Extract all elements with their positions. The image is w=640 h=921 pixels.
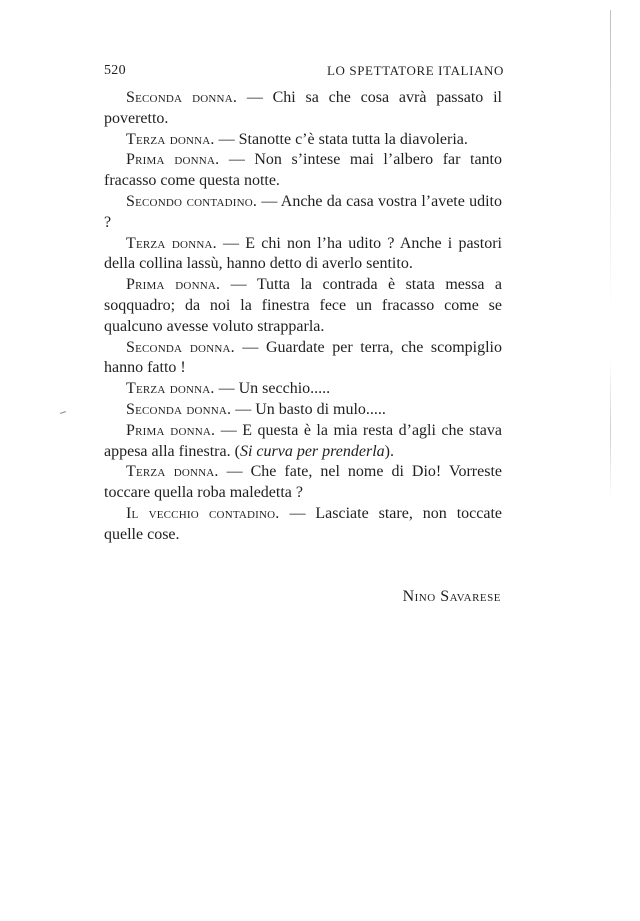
dialogue-line <box>104 88 502 130</box>
line-text: — Anche da casa vostra l’avete udito ? <box>104 192 502 231</box>
speaker-name: Secondo contadino. <box>126 192 258 210</box>
speaker-name: Prima donna. <box>126 276 221 294</box>
speaker-name: Terza donna. <box>126 380 215 398</box>
dialogue-line <box>104 130 502 151</box>
speaker-name: Il vecchio contadino. <box>126 504 280 522</box>
dialogue-line <box>104 192 502 234</box>
dialogue-line <box>104 462 502 504</box>
stage-direction: Si curva per prenderla <box>239 442 385 460</box>
dialogue-line <box>104 234 502 276</box>
line-text: — E questa è la mia resta d’agli che stava appesa alla finestra. (Si curva per prenderla). <box>104 421 502 460</box>
dialogue-line <box>104 379 502 400</box>
line-text: — Un secchio..... <box>214 380 331 398</box>
line-text: — Un basto di mulo..... <box>231 400 386 418</box>
dialogue-line <box>104 150 502 192</box>
page-header <box>104 63 504 83</box>
line-text: — Stanotte c’è stata tutta la diavoleria. <box>214 130 468 148</box>
dialogue-line <box>104 421 502 463</box>
speaker-name: Prima donna. <box>126 151 220 169</box>
page-edge-shadow <box>610 10 611 310</box>
speaker-name: Terza donna. <box>126 234 217 252</box>
dialogue-line <box>104 338 502 380</box>
line-text: — Lasciate stare, non toccate quelle cose. <box>104 504 502 543</box>
line-text: — E chi non l’ha udito ? Anche i pastori della collina lassù, hanno detto di averlo sentito. <box>104 234 502 273</box>
dialogue-line <box>104 504 502 546</box>
speaker-name: Terza donna. <box>126 130 215 148</box>
running-title: LO SPETTATORE ITALIANO <box>327 63 504 78</box>
speaker-name: Seconda donna. <box>126 338 235 356</box>
author-signature: Nino Savarese <box>402 588 501 605</box>
print-speck <box>60 411 66 414</box>
line-text: — Chi sa che cosa avrà passato il poveretto. <box>104 89 502 127</box>
line-text: — Tutta la contrada è stata messa a soqquadro; da noi la finestra fece un fracasso come se qualcuno avesse voluto strapparla. <box>104 276 502 335</box>
line-text: — Che fate, nel nome di Dio! Vorreste toccare quella roba maledetta ? <box>104 463 502 502</box>
dialogue-line <box>104 400 502 421</box>
page-number: 520 <box>104 63 126 78</box>
line-text: — Guardate per terra, che scompiglio hanno fatto ! <box>104 338 503 377</box>
speaker-name: Seconda donna. <box>126 400 232 418</box>
speaker-name: Terza donna. <box>126 463 219 481</box>
dialogue-text <box>104 88 502 546</box>
speaker-name: Prima donna. <box>126 421 216 439</box>
speaker-name: Seconda donna. <box>126 89 238 106</box>
page-edge-shadow-lower <box>610 360 611 500</box>
dialogue-line <box>104 275 502 337</box>
line-text: — Non s’intese mai l’albero far tanto fracasso come questa notte. <box>104 151 503 190</box>
